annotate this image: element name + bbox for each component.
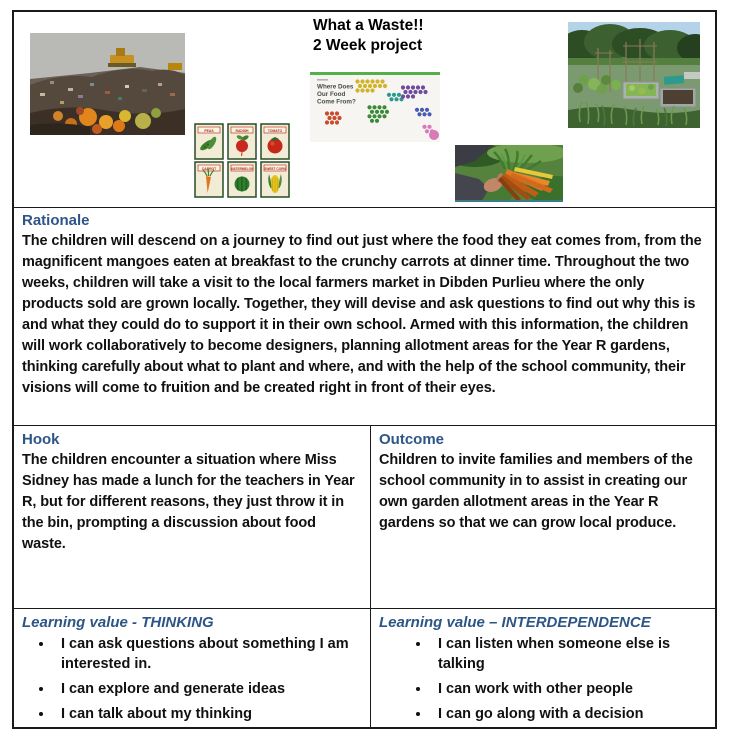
rationale-body: The children will descend on a journey to find out just where the food they eat comes from, from the magnificent mangoes eaten at breakfast to the crunchy carrots at dinner time. Throughout the two weeks, children will take a visit to the local farmers market in Dibden Purlieu where the only products sold are grown locally. Together, they will devise and ask questions to find out why this is and what they could do to support it in their own school. Armed with this information, the children will work collaboratively to become designers, planning allotment areas for the Year R gardens, thinking carefully about what to plant and where, and with the help of the school community, their visions will come to fruition and be created right in front of their eyes. [22,233,702,396]
rationale-heading: Rationale [22,212,90,229]
food-map-poster [310,72,440,142]
seed-packet-peas [195,124,223,159]
learning-values-row [14,608,715,727]
seed-packet-carrot [195,162,223,197]
svg-text:Our Food: Our Food [317,91,346,98]
list-item: • I can go along with a decision [431,704,705,724]
learning-interdependence-heading: Learning value – INTERDEPENDENCE [379,614,651,631]
svg-text:PEAS: PEAS [204,128,214,133]
list-item: • I can listen when someone else is talking [431,634,705,674]
learning-thinking-list [22,634,360,724]
seed-packet-sweet-corn [261,162,289,197]
list-item: • I can explore and generate ideas [54,679,360,699]
seed-packet-tomato [261,124,289,159]
learning-interdependence-list [379,634,705,724]
svg-text:WATERMELON: WATERMELON [230,166,254,171]
hook-body: The children encounter a situation where Miss Sidney has made a lunch for the teachers in Year R, but for different reasons, they just throw it in the bin, prompting a discussion about food waste. [22,452,355,552]
project-plan-table [12,10,717,729]
list-item: • I can work with other people [431,679,705,699]
svg-text:RADISH: RADISH [235,128,249,133]
seed-packets-photo [193,122,291,200]
list-item: • I can talk about my thinking [54,704,360,724]
hook-outcome-row [14,425,715,608]
seed-packet-radish [228,124,256,159]
learning-thinking-heading: Learning value - THINKING [22,614,214,631]
outcome-section [370,426,715,608]
allotment-garden-photo [568,22,700,128]
svg-text:Come From?: Come From? [317,98,356,106]
hook-section [14,426,370,608]
project-title: What a Waste!! [313,17,424,34]
project-subtitle: 2 Week project [313,36,423,54]
learning-value-interdependence-section [370,609,715,727]
seed-packet-watermelon [228,162,256,197]
carrots-photo [455,145,563,202]
outcome-heading: Outcome [379,431,445,448]
svg-text:CARROT: CARROT [201,166,217,171]
rationale-section [14,207,715,425]
list-item: • I can ask questions about something I am interested in. [54,634,360,674]
svg-text:SWEET CORN: SWEET CORN [264,166,286,171]
landfill-photo [30,33,185,135]
hook-heading: Hook [22,431,60,448]
page-title [313,16,424,55]
outcome-body: Children to invite families and members of the school community in to assist in creating our own garden allotment areas in the Year R gardens so that we can grow local produce. [379,452,693,531]
svg-text:Where Does: Where Does [317,83,354,91]
learning-value-thinking-section [14,609,370,727]
header-images-row [14,12,715,207]
svg-text:TOMATO: TOMATO [267,128,283,133]
